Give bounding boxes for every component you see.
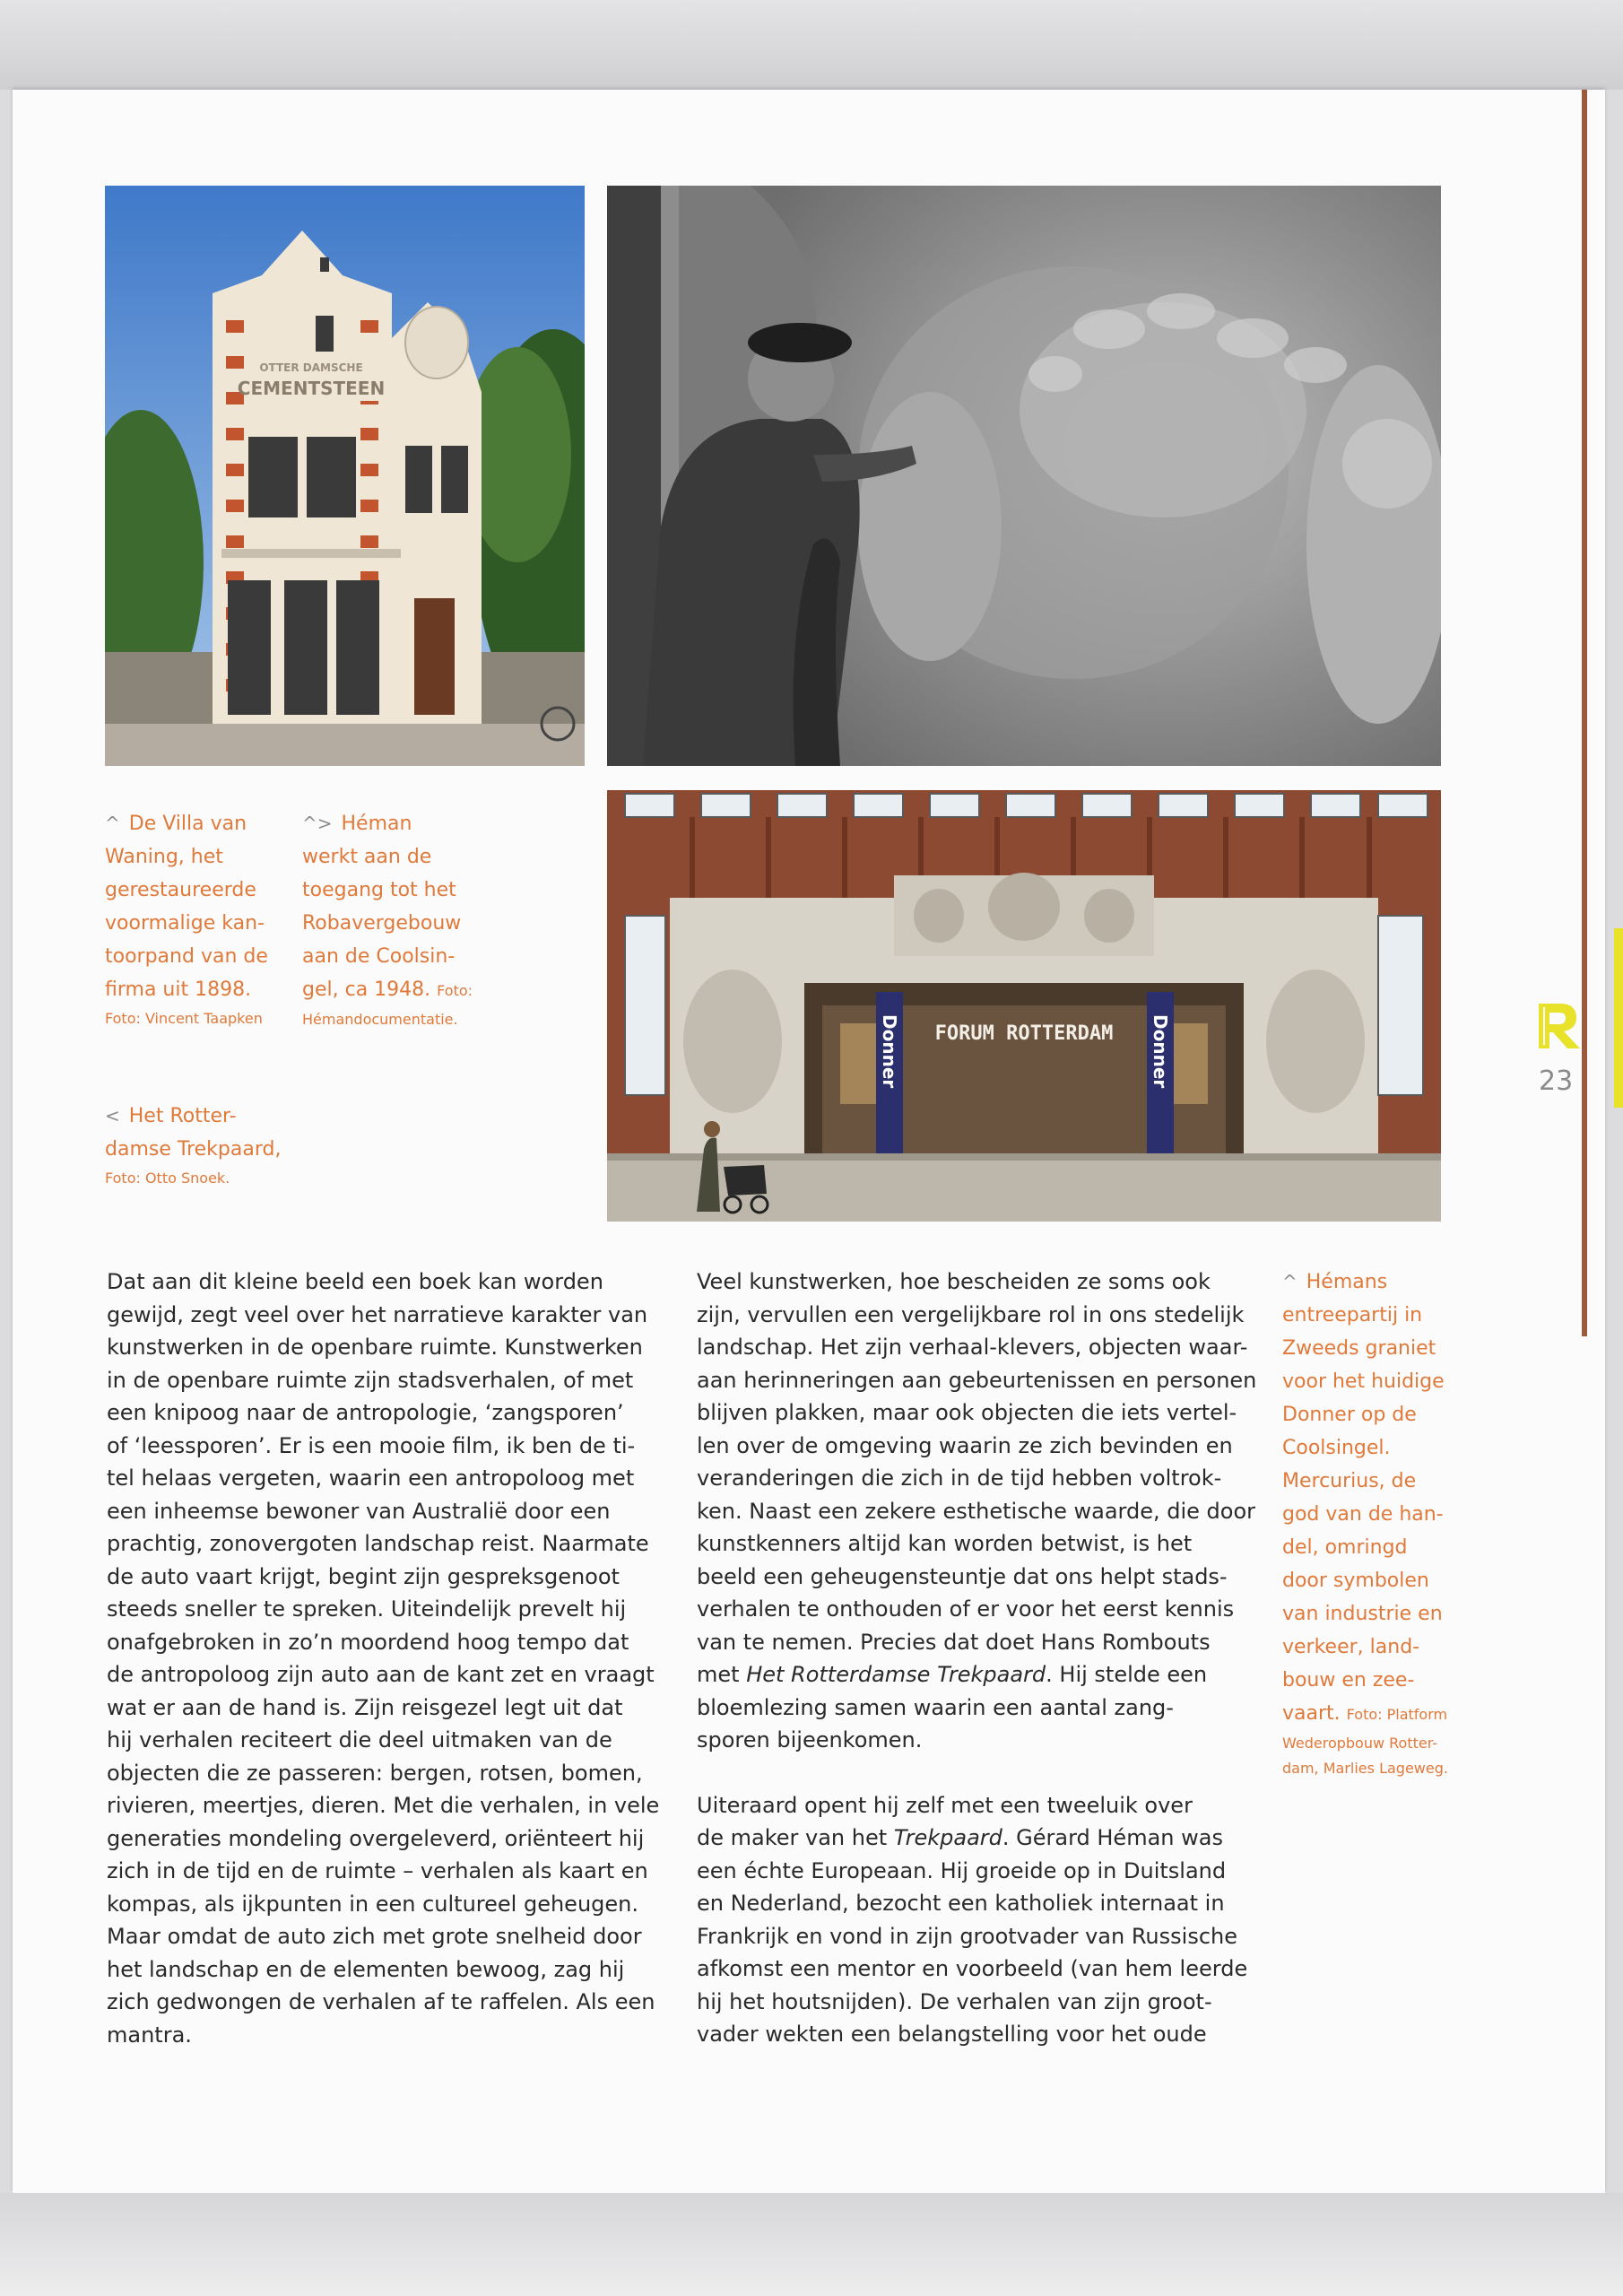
villa-building-photo [105, 186, 585, 766]
caption-villa-credit: Foto: Vincent Taapken [105, 1010, 263, 1027]
caption-villa: ^ De Villa van Waning, het gerestaureerde voormalige kan- toorpand van de firma uit 1898. Foto: Vincent Taapken [105, 807, 284, 1031]
caption-donner-credit-1: Wederopbouw Rotter- [1282, 1735, 1438, 1752]
donner-pillar-right-text: Donner [1150, 1014, 1171, 1089]
forum-rotterdam-sign: FORUM ROTTERDAM [934, 1022, 1114, 1045]
scan-background-bottom [0, 2193, 1623, 2296]
donner-photo [607, 790, 1441, 1222]
page-edge-stripe [1582, 90, 1587, 1336]
caption-donner: ^ Hémans entreepartij in Zweeds graniet voor het huidige Donner op de Coolsingel. Mercurius, de god van de han- del, omringd door symbolen van industrie en verkeer, land- bouw en zee- vaart. Foto: Platform Wederopbouw Rotter- dam, Marlies Lageweg. [1282, 1265, 1462, 1781]
caption-trekpaard: < Het Rotter- damse Trekpaard, Foto: Otto Snoek. [105, 1100, 311, 1191]
donner-entrance-photo [607, 790, 1441, 1222]
paragraph-right-1: Veel kunstwerken, hoe bescheiden ze soms ook zijn, vervullen een vergelijkbare rol in ons stedelijk landschap. Het zijn verhaal-klevers, objecten waar- aan herinneringen aan gebeurtenissen en personen blijven plakken, maar ook objecten die iets vertel- len over de omgeving waarin ze zich bevinden en veranderingen die zich in de tijd hebben voltrok- ken. Naast een zekere esthetische waarde, die door kunstkenners altijd kan worden betwist, is het beeld een geheugensteuntje dat ons helpt stads- verhalen te onthouden of er voor het eerst kennis van te nemen. Precies dat doet Hans Rombouts met Het Rotterdamse Trekpaard. Hij stelde een bloemlezing samen waarin een aantal zang- sporen bijeenkomen. [697, 1269, 1257, 1752]
article-column-right [697, 1265, 1271, 2051]
scan-background-top [0, 0, 1623, 90]
page-number: 23 [1539, 1065, 1574, 1097]
villa-photo [105, 186, 585, 766]
chevron-up-icon: ^ [105, 813, 120, 834]
paragraph-left: Dat aan dit kleine beeld een boek kan worden gewijd, zegt veel over het narratieve karakter van kunstwerken in de openbare ruimte. Kunstwerken in de openbare ruimte zijn stadsverhalen, of met een knipoog naar de antropologie, ‘zangsporen’ of ‘leessporen’. Er is een mooie film, ik ben de ti- tel helaas vergeten, waarin een antropoloog met een inheemse bewoner van Australië door een prachtig, zonovergoten landschap reist. Naarmate de auto vaart krijgt, begint zijn gespreksgenoot steeds sneller te spreken. Uiteindelijk prevelt hij onafgebroken in zo’n moordend hoog tempo dat de antropoloog zijn auto aan de kant zet en vraagt wat er aan de hand is. Zijn reisgezel legt uit dat hij verhalen reciteert die deel uitmaken van de objecten die ze passeren: bergen, rotsen, bomen, rivieren, meertjes, dieren. Met die verhalen, in vele generaties mondeling overgeleverd, oriënteert hij zich in de tijd en de ruimte – verhalen als kaart en kompas, als ijkpunten in een cultureel geheugen. Maar omdat de auto zich met grote snelheid door het landschap en de elementen bewoog, zag hij zich gedwongen de verhalen af te raffelen. Als een mantra. [107, 1269, 660, 2048]
caption-trekpaard-credit: Foto: Otto Snoek. [105, 1170, 230, 1187]
donner-pillar-left-text: Donner [879, 1014, 900, 1089]
section-tab [1614, 928, 1623, 1108]
villa-sign-line1: OTTER DAMSCHE [259, 361, 363, 374]
caption-heman-credit: Hémandocumentatie. [302, 1011, 458, 1028]
villa-sign-line2: CEMENTSTEEN [237, 378, 386, 399]
chevron-up-icon: ^ [1282, 1271, 1298, 1292]
chevron-up-right-icon: ^> [302, 813, 333, 834]
heman-photo [607, 186, 1441, 766]
chevron-left-icon: < [105, 1105, 120, 1126]
caption-donner-credit-2: dam, Marlies Lageweg. [1282, 1760, 1448, 1777]
article-column-left [107, 1265, 681, 2051]
paragraph-right-2: Uiteraard opent hij zelf met een tweeluik over de maker van het Trekpaard. Gérard Héman was een échte Europeaan. Hij groeide op in Duitsland en Nederland, bezocht een katholiek internaat in Frankrijk en vond in zijn grootvader van Russische afkomst een mentor en voorbeeld (van hem leerde hij het houtsnijden). De verhalen van zijn groot- vader wekten een belangstelling voor het oude [697, 1792, 1248, 2047]
sculptor-at-work-photo [607, 186, 1441, 766]
rotterdam-r-logo-icon [1535, 1000, 1584, 1052]
caption-heman: ^> Héman werkt aan de toegang tot het Robavergebouw aan de Coolsin- gel, ca 1948. Foto: Hémandocumentatie. [302, 807, 482, 1032]
